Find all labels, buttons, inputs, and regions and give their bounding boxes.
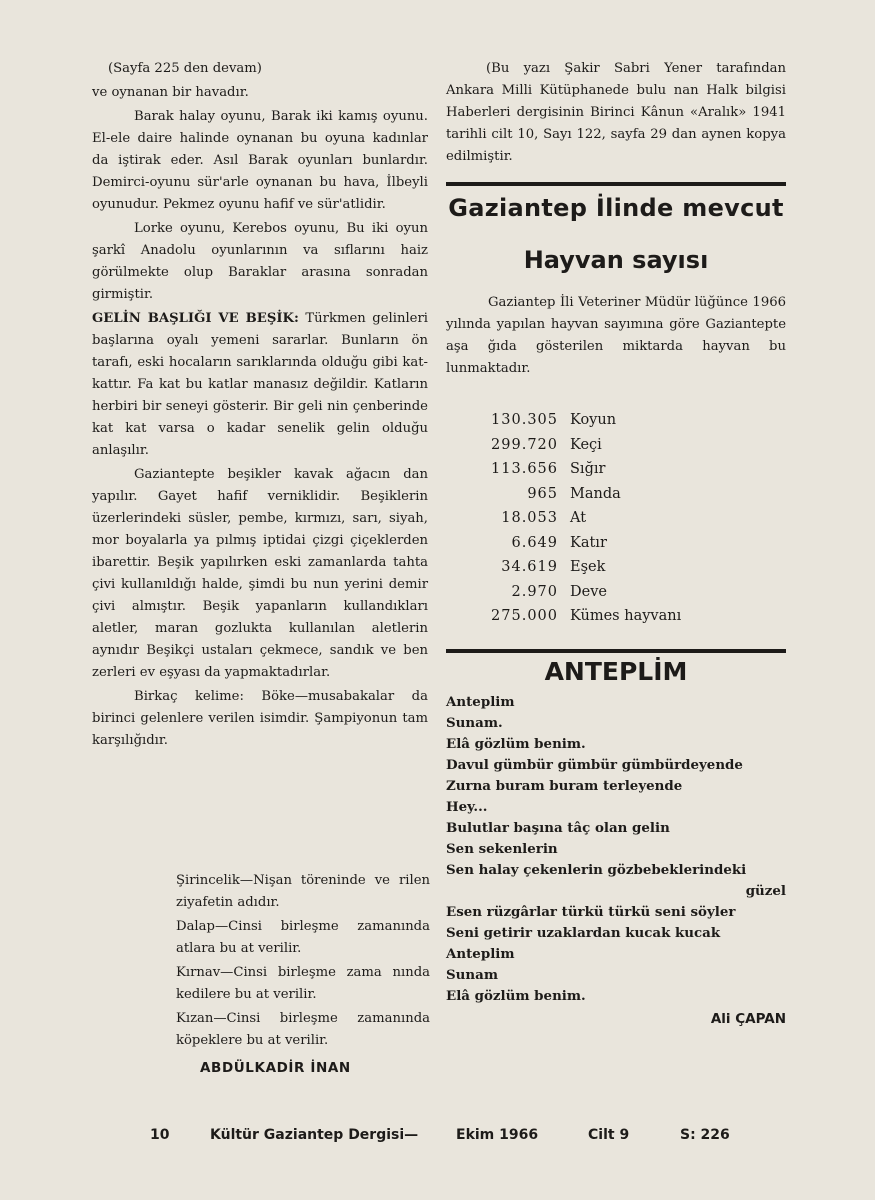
poem-line: Seni getirir uzaklardan kucak kucak [446, 924, 721, 941]
animal-name: Kümes hayvanı [570, 608, 682, 624]
article-author: ABDÜLKADİR İNAN [200, 1060, 351, 1076]
animal-count: 18.053 [501, 510, 558, 526]
left-column [92, 58, 428, 754]
list-item [486, 531, 786, 556]
paragraph-birkac-kelime: Birkaç kelime: Böke—musabakalar da birinci gelenlere verilen isimdir. Şampiyonun tam karşılığıdır. [92, 689, 428, 748]
poem-line: Sunam [446, 966, 498, 983]
list-item [486, 604, 786, 629]
paragraph-besik: Gaziantepte beşikler kavak ağacın dan yapılır. Gayet hafif verniklidir. Beşiklerin üzerlerindeki süsler, pembe, kırmızı, sarı, siyah, mor boyalarla ya pılmış iptidai çizgi çiçeklerden ibarettir. Beşik yapılırken eski zamanlarda tahta çivi kullanıldığı halde, şimdi bu nun yerini demir çivi almıştır. Beşik yapanların kullandıkları aletler, maran gozlukta kullanılan aletlerin aynıdır Beşikçi ustaları çekmece, sandık ve ben zerleri ev eşyası da yapmaktadırlar. [92, 467, 428, 680]
paragraph-continuation: ve oynanan bir havadır. [92, 85, 249, 100]
paragraph-gelin-basligi [92, 308, 428, 462]
animal-count: 2.970 [511, 583, 558, 600]
poem-anteplim [446, 692, 786, 1030]
magazine-name: Kültür Gaziantep Dergisi— [210, 1127, 419, 1143]
poem-line: Sen halay çekenlerin gözbebeklerindeki [446, 861, 747, 878]
poem-line: Davul gümbür gümbür gümbürdeyende [446, 756, 743, 773]
section-heading-gelin: GELİN BAŞLIĞI VE BEŞİK: [92, 311, 299, 326]
paragraph-gelin-body: Türkmen gelinleri başlarına oyalı yemeni sararlar. Bunların ön tarafı, eski hocaların sarıklarında olduğu gibi kat-kattır. Fa kat bu katlar manasız değildir. Katların herbiri bir seneyi gösterir. Bir geli nin çenberinde kat kat varsa o kadar senelik gelin olduğu anlaşılır. [92, 311, 428, 458]
poem-title: ANTEPLİM [544, 656, 688, 686]
animal-census-heading: Gaziantep İlinde mevcut [448, 194, 784, 222]
issue-date: Ekim 1966 [456, 1127, 539, 1143]
poem-line: Sen sekenlerin [446, 840, 558, 857]
animal-count: 275.000 [491, 608, 558, 624]
list-item [486, 506, 786, 531]
animal-name: Eşek [570, 559, 606, 575]
poem-author: Ali ÇAPAN [710, 1010, 786, 1027]
poem-line: Esen rüzgârlar türkü türkü seni söyler [446, 903, 736, 920]
page-number: 10 [150, 1127, 170, 1143]
paragraph-barak-oyunlari: Barak halay oyunu, Barak iki kamış oyunu. El-ele daire halinde oynanan bu oyuna kadınlar da iştirak eder. Asıl Barak oyunları bunlardır. Demirci-oyunu sür'arle oynanan bu hava, İlbeyli oyunudur. Pekmez oyunu hafif ve sür'atlidir. [92, 109, 428, 212]
continuation-note: (Sayfa 225 den devam) [108, 61, 262, 76]
animal-name: At [570, 510, 587, 526]
naming-definitions [176, 870, 430, 1054]
section-divider [446, 649, 786, 653]
section-divider [446, 182, 786, 186]
animal-name: Katır [570, 534, 607, 551]
poem-line: Anteplim [446, 945, 515, 962]
right-column [446, 58, 786, 1030]
animal-count: 113.656 [491, 461, 558, 477]
animal-count: 965 [527, 485, 558, 502]
paragraph-lorke-oyunu: Lorke oyunu, Kerebos oyunu, Bu iki oyun şarkî Anadolu oyunlarının va sıflarını haiz görülmekte olup Baraklar arasına sonradan girmiştir. [92, 221, 428, 302]
poem-line: Elâ gözlüm benim. [446, 987, 586, 1004]
animal-count: 299.720 [491, 436, 558, 453]
list-item [486, 433, 786, 458]
definition-kizan: Kızan—Cinsi birleşme zamanında köpeklere bu at verilir. [176, 1011, 430, 1048]
poem-line: güzel [745, 882, 786, 899]
poem-line: Sunam. [446, 714, 503, 731]
animal-count: 6.649 [511, 534, 558, 551]
poem-line: Anteplim [446, 693, 515, 710]
issue-number: S: 226 [680, 1127, 730, 1143]
poem-line: Elâ gözlüm benim. [446, 735, 586, 752]
source-note: (Bu yazı Şakir Sabri Yener tarafından Ankara Milli Kütüphanede bulu nan Halk bilgisi Haberleri dergisinin Birinci Kânun «Aralık» 1941 tarihli cilt 10, Sayı 122, sayfa 29 dan aynen kopya edilmiştir. [446, 61, 786, 164]
animal-name: Sığır [570, 461, 606, 477]
animal-count-list [486, 408, 786, 629]
animal-count: 130.305 [491, 412, 558, 428]
list-item [486, 408, 786, 433]
poem-line: Zurna buram buram terleyende [446, 777, 683, 794]
animal-count: 34.619 [501, 559, 558, 575]
list-item [486, 555, 786, 580]
animal-census-subheading: Hayvan sayısı [523, 246, 709, 274]
animal-name: Koyun [570, 412, 617, 428]
animal-name: Keçi [570, 436, 602, 453]
definition-dalap: Dalap—Cinsi birleşme zamanında atlara bu at verilir. [176, 919, 430, 956]
animal-name: Deve [570, 583, 607, 600]
list-item [486, 482, 786, 507]
list-item [486, 457, 786, 482]
volume-number: Cilt 9 [588, 1127, 630, 1143]
definition-sirincelik: Şirincelik—Nişan töreninde ve rilen ziyafetin adıdır. [176, 873, 430, 910]
definition-kirnav: Kırnav—Cinsi birleşme zama nında kedilere bu at verilir. [176, 965, 430, 1002]
animal-name: Manda [570, 485, 621, 502]
poem-line: Bulutlar başına tâç olan gelin [446, 819, 670, 836]
poem-line: Hey... [446, 798, 488, 815]
list-item [486, 580, 786, 605]
animal-census-intro: Gaziantep İli Veteriner Müdür lüğünce 1966 yılında yapılan hayvan sayımına göre Gaziantepte aşa ğıda gösterilen miktarda hayvan bu lunmaktadır. [446, 295, 786, 376]
